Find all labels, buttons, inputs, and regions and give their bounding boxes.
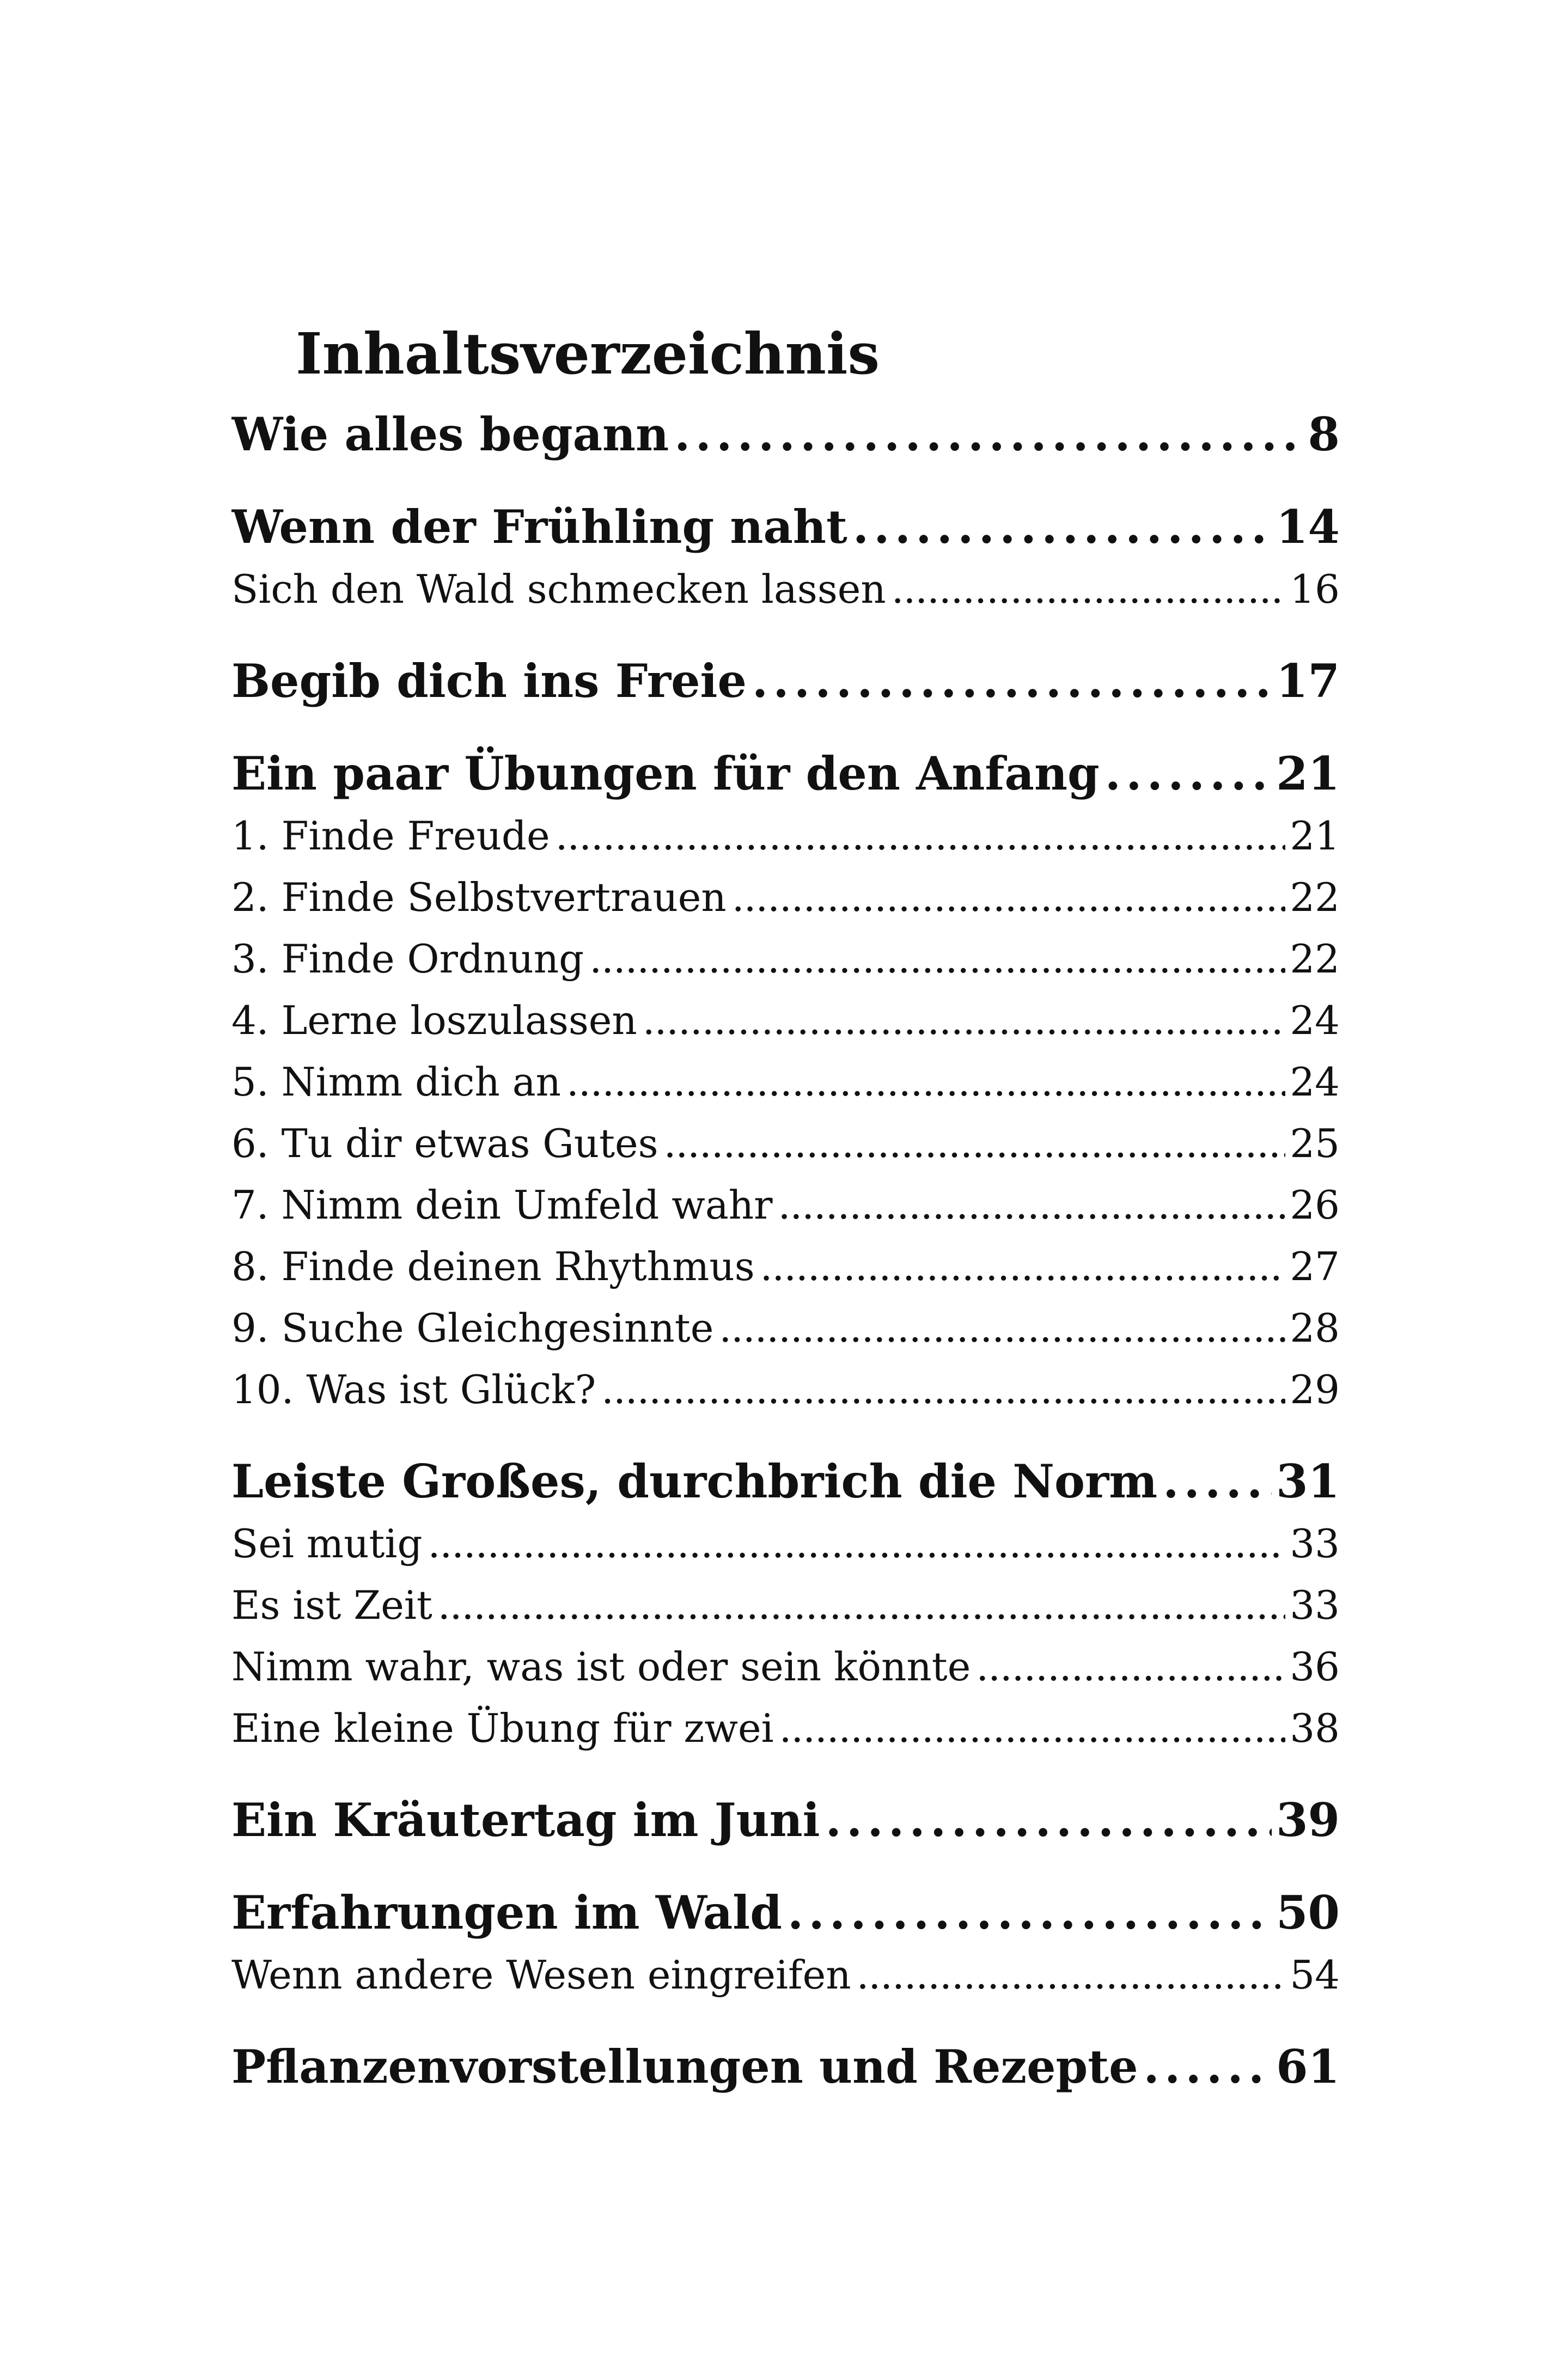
toc-chapter-entry-6[interactable] xyxy=(231,1789,1340,1852)
page-number: 25 xyxy=(1290,1121,1340,1166)
toc-subentry-5-4[interactable] xyxy=(231,1698,1340,1759)
page-number: 22 xyxy=(1290,936,1340,982)
toc-section xyxy=(231,650,1340,713)
subentry-title: 9. Suche Gleichgesinnte xyxy=(231,1305,714,1351)
toc-subentry-4-9[interactable] xyxy=(231,1298,1340,1359)
dot-leader xyxy=(601,1359,1285,1421)
toc-section xyxy=(231,2035,1340,2098)
page-number: 28 xyxy=(1290,1305,1340,1351)
toc-subentry-4-10[interactable] xyxy=(231,1359,1340,1421)
dot-leader xyxy=(556,805,1286,867)
dot-leader xyxy=(826,1789,1272,1852)
toc-chapter-entry-4[interactable] xyxy=(231,742,1340,805)
dot-leader xyxy=(857,1944,1286,2006)
subentry-title: 3. Finde Ordnung xyxy=(231,936,584,982)
dot-leader xyxy=(892,559,1286,620)
page-number: 33 xyxy=(1290,1521,1340,1567)
toc-subentry-5-3[interactable] xyxy=(231,1636,1340,1698)
page-number: 61 xyxy=(1276,2040,1340,2094)
toc-subentry-4-8[interactable] xyxy=(231,1236,1340,1298)
subentry-title: Nimm wahr, was ist oder sein könnte xyxy=(231,1644,971,1690)
chapter-title: Wie alles begann xyxy=(231,407,669,461)
page-number: 31 xyxy=(1276,1454,1340,1508)
toc-chapter-entry-5[interactable] xyxy=(231,1450,1340,1513)
chapter-title: Ein paar Übungen für den Anfang xyxy=(231,747,1100,800)
page-number: 21 xyxy=(1276,747,1340,800)
toc-subentry-4-4[interactable] xyxy=(231,990,1340,1051)
page-number: 38 xyxy=(1290,1705,1340,1751)
toc-sections xyxy=(231,403,1340,2098)
toc-chapter-entry-8[interactable] xyxy=(231,2035,1340,2098)
page-number: 24 xyxy=(1290,1059,1340,1105)
dot-leader xyxy=(428,1513,1286,1575)
chapter-title: Ein Kräutertag im Juni xyxy=(231,1793,820,1847)
chapter-title: Leiste Großes, durchbrich die Norm xyxy=(231,1454,1158,1508)
toc-subentry-5-2[interactable] xyxy=(231,1575,1340,1636)
subentry-title: Es ist Zeit xyxy=(231,1582,432,1628)
subentry-title: 2. Finde Selbstvertrauen xyxy=(231,874,727,920)
toc-section xyxy=(231,1789,1340,1852)
dot-leader xyxy=(664,1113,1286,1174)
toc-subentry-4-6[interactable] xyxy=(231,1113,1340,1174)
dot-leader xyxy=(1105,742,1272,805)
toc-chapter-entry-1[interactable] xyxy=(231,403,1340,466)
toc-section xyxy=(231,495,1340,620)
dot-leader xyxy=(719,1298,1285,1359)
chapter-title: Erfahrungen im Wald xyxy=(231,1886,782,1940)
dot-leader xyxy=(788,1881,1272,1944)
dot-leader xyxy=(752,650,1272,713)
toc-section xyxy=(231,403,1340,466)
dot-leader xyxy=(778,1174,1286,1236)
dot-leader xyxy=(566,1051,1285,1113)
page-number: 22 xyxy=(1290,874,1340,920)
chapter-title: Pflanzenvorstellungen und Rezepte xyxy=(231,2040,1138,2094)
subentry-title: 1. Finde Freude xyxy=(231,813,550,859)
dot-leader xyxy=(438,1575,1286,1636)
dot-leader xyxy=(674,403,1303,466)
subentry-title: Wenn andere Wesen eingreifen xyxy=(231,1952,851,1998)
page-number: 33 xyxy=(1290,1582,1340,1628)
page-number: 39 xyxy=(1276,1793,1340,1847)
toc-section xyxy=(231,742,1340,1421)
subentry-title: 10. Was ist Glück? xyxy=(231,1367,596,1412)
toc-title: Inhaltsverzeichnis xyxy=(296,320,880,387)
subentry-title: 5. Nimm dich an xyxy=(231,1059,562,1105)
dot-leader xyxy=(589,928,1285,990)
page-number: 26 xyxy=(1290,1182,1340,1228)
dot-leader xyxy=(643,990,1286,1051)
toc-chapter-entry-3[interactable] xyxy=(231,650,1340,713)
page-number: 27 xyxy=(1290,1244,1340,1289)
dot-leader xyxy=(779,1698,1286,1759)
page-number: 14 xyxy=(1276,500,1340,554)
subentry-title: Sich den Wald schmecken lassen xyxy=(231,566,886,612)
dot-leader xyxy=(1163,1450,1272,1513)
toc-subentry-7-1[interactable] xyxy=(231,1944,1340,2006)
page-number: 8 xyxy=(1308,407,1340,461)
subentry-title: 7. Nimm dein Umfeld wahr xyxy=(231,1182,773,1228)
toc-subentry-4-2[interactable] xyxy=(231,867,1340,928)
toc-chapter-entry-2[interactable] xyxy=(231,495,1340,559)
page-number: 17 xyxy=(1276,654,1340,708)
page-number: 50 xyxy=(1276,1886,1340,1940)
page-number: 21 xyxy=(1290,813,1340,859)
page-number: 24 xyxy=(1290,998,1340,1043)
subentry-title: 6. Tu dir etwas Gutes xyxy=(231,1121,658,1166)
table-of-contents xyxy=(231,305,1340,2098)
subentry-title: Eine kleine Übung für zwei xyxy=(231,1705,774,1751)
chapter-title: Begib dich ins Freie xyxy=(231,654,747,708)
toc-section xyxy=(231,1450,1340,1759)
toc-subentry-4-7[interactable] xyxy=(231,1174,1340,1236)
subentry-title: Sei mutig xyxy=(231,1521,423,1567)
subentry-title: 8. Finde deinen Rhythmus xyxy=(231,1244,755,1289)
dot-leader xyxy=(760,1236,1286,1298)
toc-subentry-2-1[interactable] xyxy=(231,559,1340,620)
dot-leader xyxy=(732,867,1286,928)
toc-subentry-4-1[interactable] xyxy=(231,805,1340,867)
toc-subentry-4-3[interactable] xyxy=(231,928,1340,990)
toc-subentry-4-5[interactable] xyxy=(231,1051,1340,1113)
toc-section xyxy=(231,1881,1340,2006)
toc-subentry-5-1[interactable] xyxy=(231,1513,1340,1575)
dot-leader xyxy=(853,495,1272,559)
dot-leader xyxy=(1144,2035,1272,2098)
subentry-title: 4. Lerne loszulassen xyxy=(231,998,637,1043)
page-number: 29 xyxy=(1290,1367,1340,1412)
chapter-title: Wenn der Frühling naht xyxy=(231,500,847,554)
page-number: 54 xyxy=(1290,1952,1340,1998)
page-number: 36 xyxy=(1290,1644,1340,1690)
dot-leader xyxy=(976,1636,1285,1698)
page-number: 16 xyxy=(1290,566,1340,612)
toc-chapter-entry-7[interactable] xyxy=(231,1881,1340,1944)
